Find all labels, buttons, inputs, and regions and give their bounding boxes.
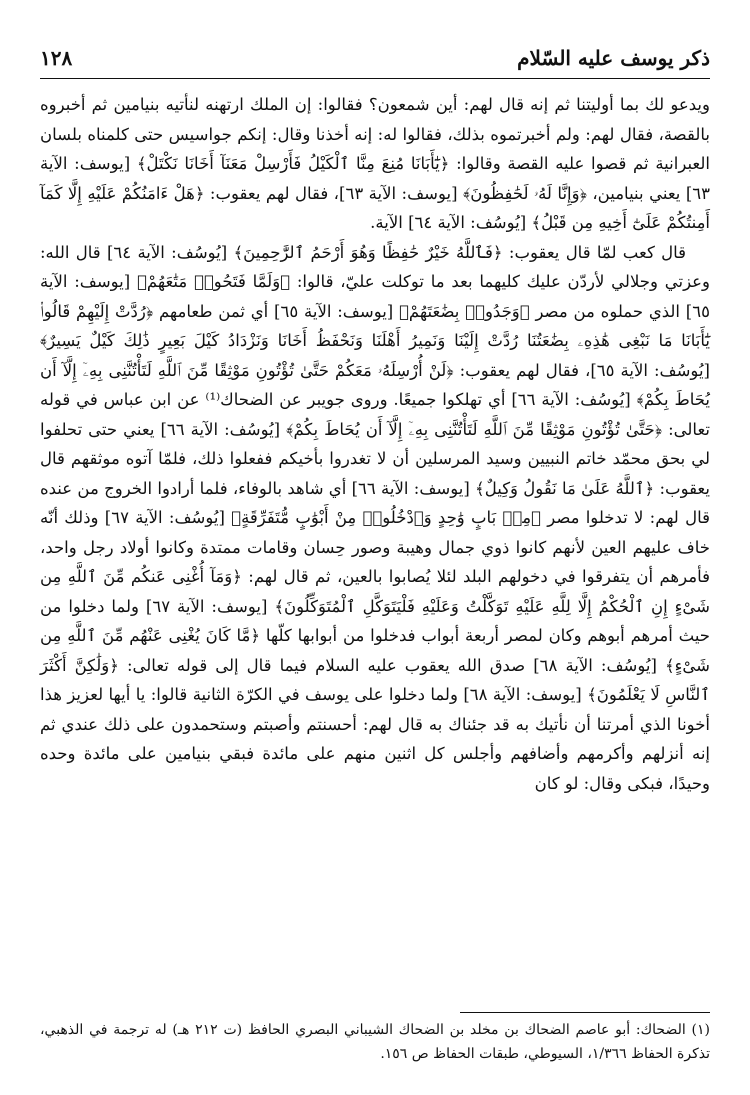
page-number: ١٢٨: [40, 46, 73, 70]
footnote-divider: [460, 1012, 710, 1013]
running-title: ذكر يوسف عليه السّلام: [517, 46, 710, 70]
header-divider: [40, 78, 710, 79]
footnote-1: (١) الضحاك: أبو عاصم الضحاك بن مخلد بن الضحاك الشيباني البصري الحافظ (ت ٢١٢ هـ) له ترجمة في الذهبي، تذكرة الحفاظ ١/٣٦٦، السيوطي، طبقات الحفاظ ص ١٥٦.: [40, 1022, 710, 1062]
paragraph-2: قال كعب لمّا قال يعقوب: ﴿فَٱللَّهُ خَيْرٌ حَٰفِظًا وَهُوَ أَرْحَمُ ٱلرَّٰحِمِينَ﴾ [يُوسُف: الآية ٦٤] قال الله: وعزتي وجلالي لأردّن عليك كليهما بعد ما توكلت عليّ، قالوا: ﴿وَلَمَّا فَتَحُوا۟ مَتَٰعَهُمْ﴾ [يوسف: الآية ٦٥] الذي حملوه من مصر ﴿وَجَدُوا۟ بِضَٰعَتَهُمْ﴾ [يوسف: الآية ٦٥] أي ثمن طعامهم ﴿رُدَّتْ إِلَيْهِمْ قَالُوا۟ يَٰٓأَبَانَا مَا نَبْغِى هَٰذِهِۦ بِضَٰعَتُنَا رُدَّتْ إِلَيْنَا وَنَمِيرُ أَهْلَنَا وَنَحْفَظُ أَخَانَا وَنَزْدَادُ كَيْلَ بَعِيرٍ ذَٰلِكَ كَيْلٌ يَسِيرٌ﴾ [يُوسُف: الآية ٦٥]، فقال لهم يعقوب: ﴿لَنْ أُرْسِلَهُۥ مَعَكُمْ حَتَّىٰ تُؤْتُونِ مَوْثِقًا مِّنَ ٱللَّهِ لَتَأْتُنَّنِى بِهِۦٓ إِلَّآ أَن يُحَاطَ بِكُمْ﴾ [يُوسُف: الآية ٦٦] أي تهلكوا جميعًا. وروى جويبر عن الضحاك⁽¹⁾ عن ابن عباس في قوله تعالى: ﴿حَتَّىٰ تُؤْتُونِ مَوْثِقًا مِّنَ ٱللَّهِ لَتَأْتُنَّنِى بِهِۦٓ إِلَّآ أَن يُحَاطَ بِكُمْ﴾ [يُوسُف: الآية ٦٦] يعني حتى تحلفوا لي بحق محمّد خاتم النبيين وسيد المرسلين أن لا تغدروا بأخيكم ففعلوا ذلك، فلمّا آتوه موثقهم قال يعقوب: ﴿ٱللَّهُ عَلَىٰ مَا نَقُولُ وَكِيلٌ﴾ [يوسف: الآية ٦٦] أي شاهد بالوفاء، فلما أرادوا الخروج من عنده قال لهم: لا تدخلوا مصر ﴿مِنۢ بَابٍ وَٰحِدٍ وَٱدْخُلُوا۟ مِنْ أَبْوَٰبٍ مُّتَفَرِّقَةٍ﴾ [يُوسُف: الآية ٦٧] وذلك أنّه خاف عليهم العين لأنهم كانوا ذوي جمال وهيبة وصور حِسان وقامات ممتدة وكانوا أولاد رجل واحد، فأمرهم أن يتفرقوا في دخولهم البلد لئلا يُصابوا بالعين، ثم قال لهم: ﴿وَمَآ أُغْنِى عَنكُم مِّنَ ٱللَّهِ مِن شَىْءٍ إِنِ ٱلْحُكْمُ إِلَّا لِلَّهِ عَلَيْهِ تَوَكَّلْتُ وَعَلَيْهِ فَلْيَتَوَكَّلِ ٱلْمُتَوَكِّلُونَ﴾ [يوسف: الآية ٦٧] ولما دخلوا من حيث أمرهم أبوهم وكان لمصر أربعة أبواب فدخلوا من أبوابها كلّها ﴿مَّا كَانَ يُغْنِى عَنْهُم مِّنَ ٱللَّهِ مِن شَىْءٍ﴾ [يُوسُف: الآية ٦٨] صدق الله يعقوب عليه السلام فيما قال إلى قوله تعالى: ﴿وَلَٰكِنَّ أَكْثَرَ ٱلنَّاسِ لَا يَعْلَمُونَ﴾ [يوسف: الآية ٦٨] ولما دخلوا على يوسف في الكرّة الثانية قالوا: يا أيها لعزيز هذا أخونا الذي أمرتنا أن نأتيك به قد جئناك به قال لهم: أحسنتم وأصبتم وستحمدون على ذلك عندي ثم إنه أنزلهم وأكرمهم وأضافهم وأجلس كل اثنين منهم على مائدة فبقي بنيامين على مائدة وحده وحيدًا، فبكى وقال: لو كان: [40, 242, 711, 793]
page-header: [40, 40, 710, 76]
footnotes: [40, 1018, 710, 1066]
main-text: [40, 90, 710, 798]
paragraph-1: ويدعو لك بما أوليتنا ثم إنه قال لهم: أين شمعون؟ فقالوا: إن الملك ارتهنه لنأتيه بنيامين ثم أخبروه بالقصة، فقال لهم: ولم أخبرتموه بذلك، فقالوا له: إنه أخذنا وقال: إنكم جواسيس حتى كلمناه بلسان العبرانية ثم قصوا عليه القصة وقالوا: ﴿يَٰٓأَبَانَا مُنِعَ مِنَّا ٱلْكَيْلُ فَأَرْسِلْ مَعَنَآ أَخَانَا نَكْتَلْ﴾ [يوسف: الآية ٦٣] يعني بنيامين، ﴿وَإِنَّا لَهُۥ لَحَٰفِظُونَ﴾ [يوسف: الآية ٦٣]، فقال لهم يعقوب: ﴿هَلْ ءَامَنُكُمْ عَلَيْهِ إِلَّا كَمَآ أَمِنتُكُمْ عَلَىٰٓ أَخِيهِ مِن قَبْلُ﴾ [يُوسُف: الآية ٦٤] الآية.: [40, 95, 710, 232]
